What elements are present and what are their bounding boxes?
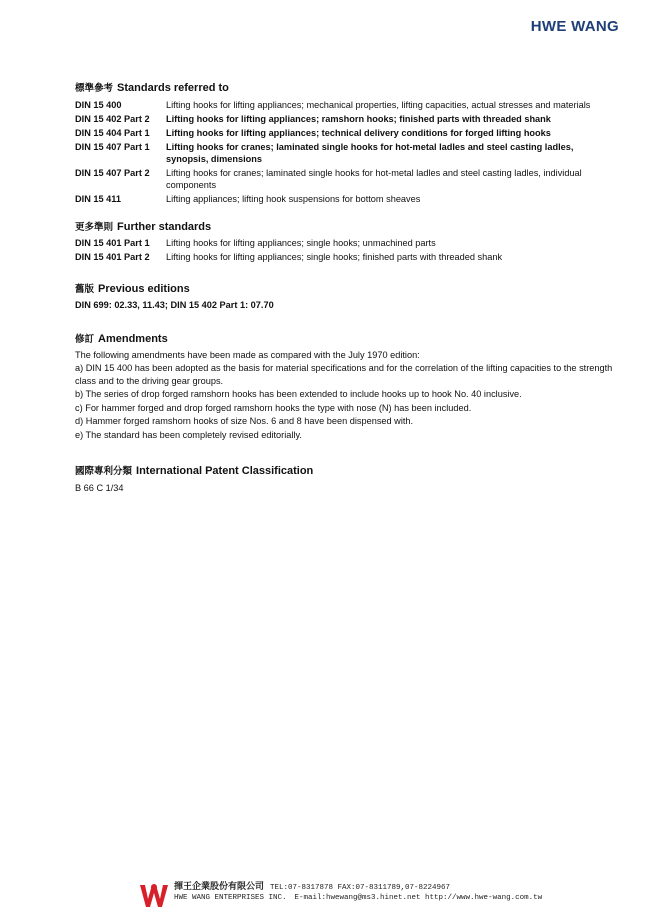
standards-list (75, 99, 615, 205)
footer-tel: TEL:07-8317878 FAX:07-8311789,07-8224967 (270, 884, 451, 892)
standard-code: DIN 15 404 Part 1 (75, 128, 150, 138)
standard-code: DIN 15 402 Part 2 (75, 114, 150, 124)
standard-row (75, 99, 615, 111)
standard-description: Lifting hooks for lifting appliances; technical delivery conditions for forged lifting hooks (166, 128, 551, 138)
footer (138, 881, 542, 911)
ipc-heading (75, 463, 615, 477)
further-standard-row (75, 251, 615, 263)
standard-row (75, 127, 615, 139)
brand-title: HWE WANG (530, 18, 619, 35)
company-name-en: HWE WANG ENTERPRISES INC. (174, 894, 287, 902)
further-heading-zh: 更多準則 (75, 222, 114, 233)
further-heading (75, 219, 615, 233)
further-standard-code: DIN 15 401 Part 1 (75, 238, 150, 248)
document-body (75, 80, 615, 495)
standard-code: DIN 15 407 Part 1 (75, 142, 150, 152)
standard-row (75, 167, 615, 191)
standard-description: Lifting hooks for lifting appliances; ramshorn hooks; finished parts with threaded shank (166, 114, 551, 124)
amendments-intro: The following amendments have been made as compared with the July 1970 edition: (75, 350, 420, 360)
further-standard-row (75, 237, 615, 249)
standard-row (75, 193, 615, 205)
ipc-code: B 66 C 1/34 (75, 483, 124, 493)
amendment-item: a) DIN 15 400 has been adopted as the basis for material specifications and for the correlation of the lifting capacities to the strength class and to the driving gear groups. (75, 363, 613, 386)
previous-heading (75, 281, 615, 295)
standards-heading (75, 80, 615, 94)
standard-code: DIN 15 407 Part 2 (75, 168, 150, 178)
further-heading-en: Further standards (117, 221, 212, 233)
standard-row (75, 113, 615, 125)
ipc-heading-zh: 國際專利分類 (75, 466, 133, 477)
footer-contact: E-mail:hwewang@ms3.hinet.net http://www.hwe-wang.com.tw (294, 894, 543, 902)
footer-text (174, 881, 542, 903)
further-section (75, 219, 615, 263)
amendment-item: c) For hammer forged and drop forged ramshorn hooks the type with nose (N) has been included. (75, 402, 472, 413)
standards-heading-zh: 標準參考 (75, 83, 114, 94)
amendments-section (75, 331, 615, 441)
company-logo-icon (138, 881, 170, 911)
amendment-item: d) Hammer forged ramshorn hooks of size Nos. 6 and 8 have been dispensed with. (75, 416, 414, 426)
ipc-section (75, 463, 615, 495)
further-standard-code: DIN 15 401 Part 2 (75, 252, 150, 262)
standards-heading-en: Standards referred to (117, 82, 229, 94)
further-standard-description: Lifting hooks for lifting appliances; single hooks; unmachined parts (166, 238, 436, 248)
amendment-item: e) The standard has been completely revised editorially. (75, 429, 302, 440)
further-list (75, 237, 615, 263)
amendments-heading-en: Amendments (98, 333, 168, 345)
previous-heading-en: Previous editions (98, 283, 190, 295)
standard-description: Lifting appliances; lifting hook suspensions for bottom sheaves (166, 194, 421, 204)
previous-section (75, 281, 615, 312)
previous-heading-zh: 舊版 (75, 284, 95, 295)
amendments-heading (75, 331, 615, 345)
standard-description: Lifting hooks for cranes; laminated single hooks for hot-metal ladles and steel casting ladles, synopsis, dimensions (166, 142, 574, 164)
company-name-zh: 揮王企業股份有限公司 (174, 881, 265, 891)
standard-description: Lifting hooks for lifting appliances; mechanical properties, lifting capacities, actual stresses and materials (166, 100, 591, 110)
standard-row (75, 141, 615, 165)
standard-description: Lifting hooks for cranes; laminated single hooks for hot-metal ladles and steel casting ladles, individual components (166, 168, 582, 190)
amendment-item: b) The series of drop forged ramshorn hooks has been extended to include hooks up to hook No. 40 inclusive. (75, 389, 522, 399)
amendments-heading-zh: 修訂 (75, 334, 95, 345)
previous-editions-text: DIN 699: 02.33, 11.43; DIN 15 402 Part 1: 07.70 (75, 300, 274, 310)
amendments-list (75, 362, 615, 441)
standards-section (75, 80, 615, 205)
ipc-heading-en: International Patent Classification (136, 465, 314, 477)
standard-code: DIN 15 411 (75, 194, 121, 204)
further-standard-description: Lifting hooks for lifting appliances; single hooks; finished parts with threaded shank (166, 252, 503, 262)
standard-code: DIN 15 400 (75, 100, 122, 110)
